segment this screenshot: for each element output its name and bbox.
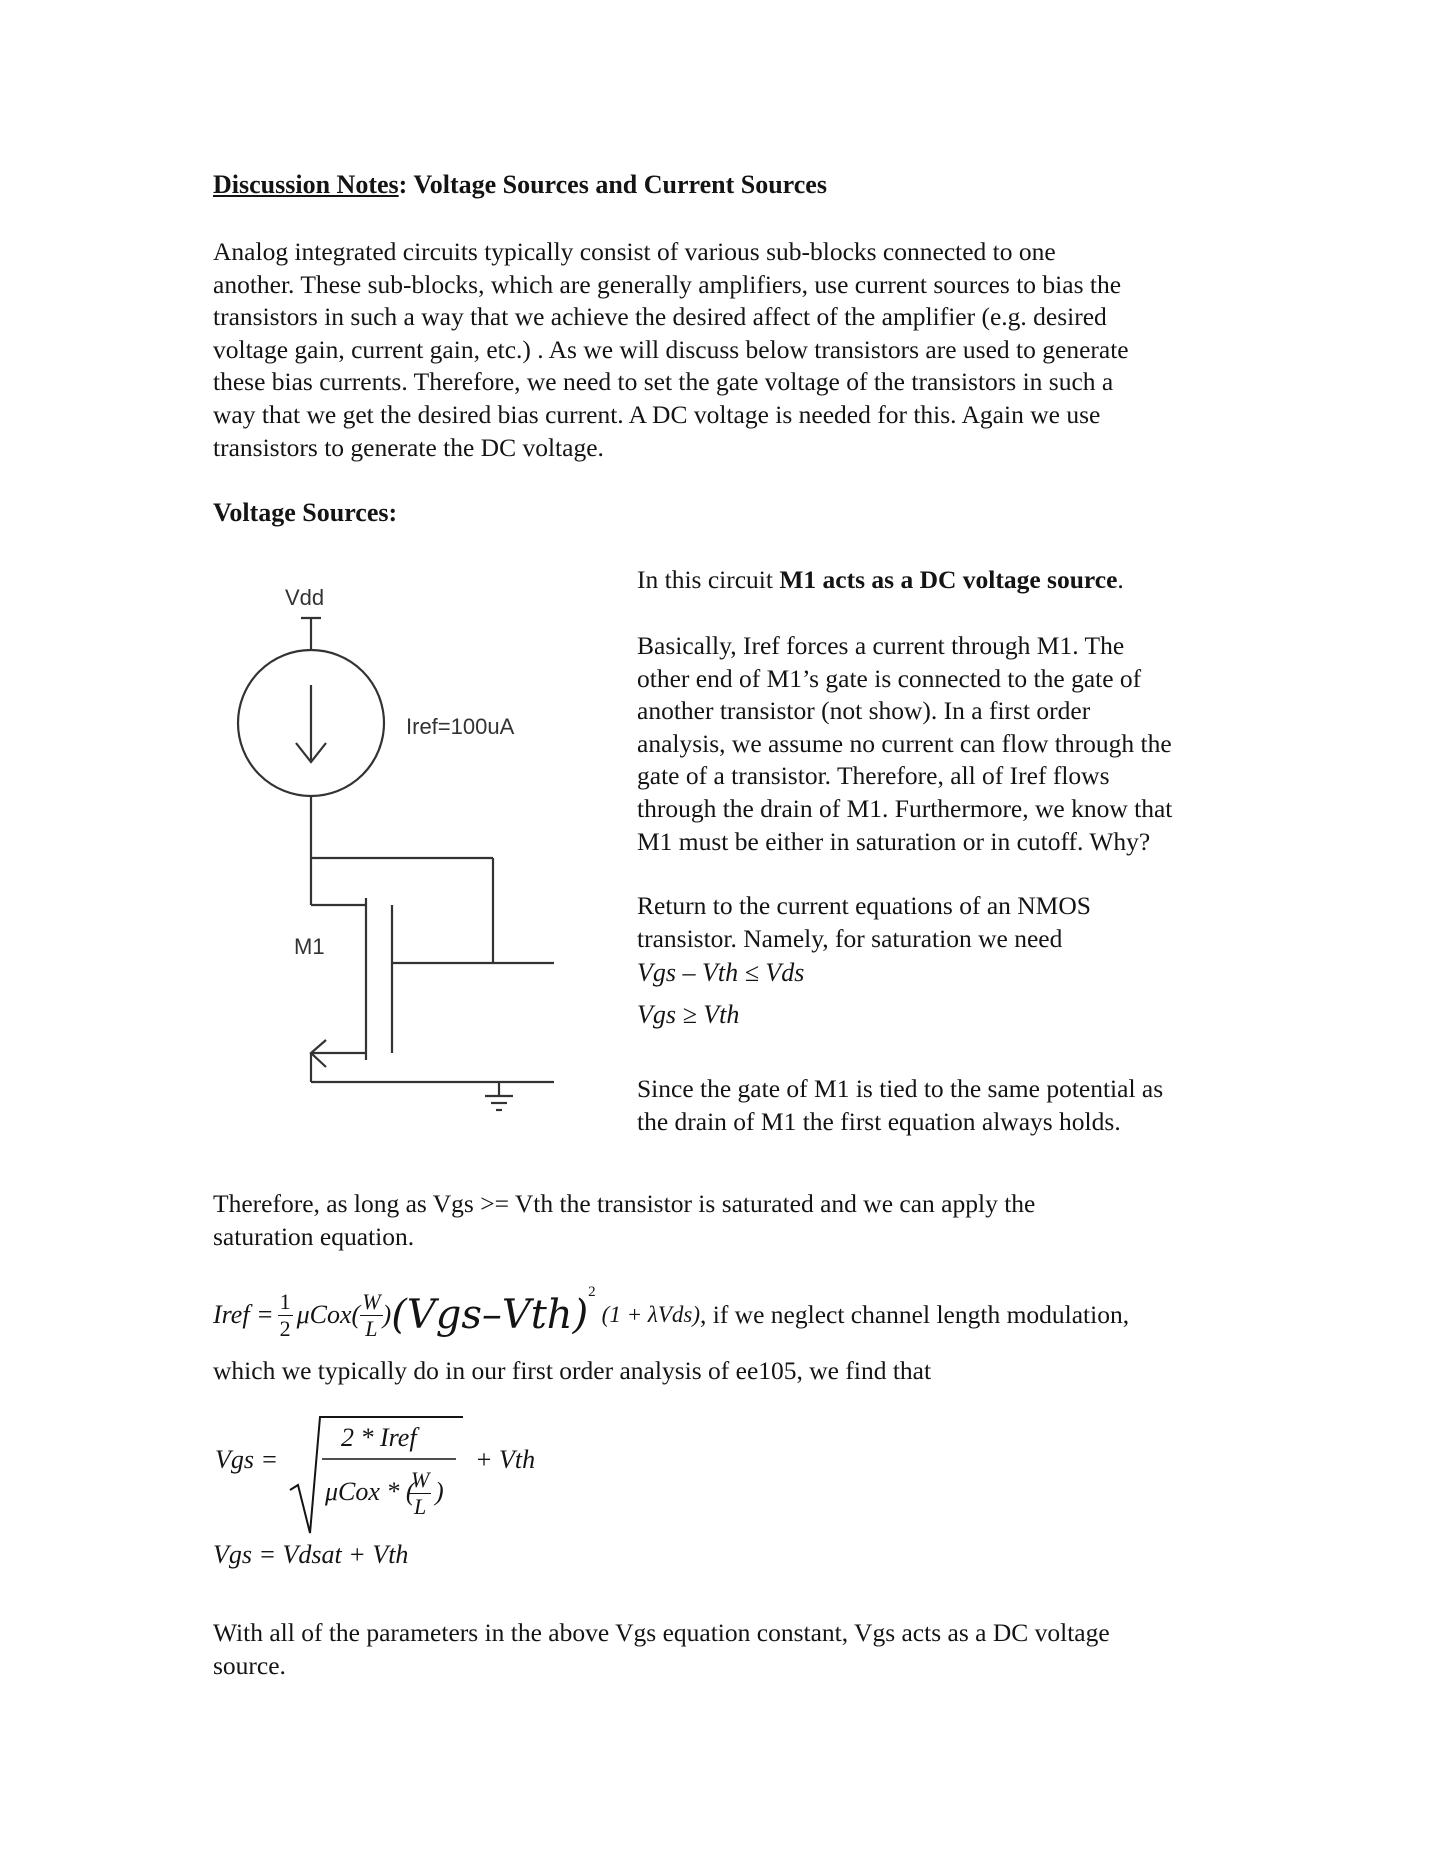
- eq1-close: ): [382, 1300, 392, 1329]
- p3-line: Return to the current equations of an NMOS: [637, 891, 1091, 920]
- intro-line: voltage gain, current gain, etc.) . As we will discuss below transistors are used to generate: [213, 334, 1129, 364]
- p2-line: gate of a transistor. Therefore, all of Iref flows: [637, 761, 1110, 791]
- page-title: [213, 170, 827, 200]
- vdsat-equation: Vgs = Vdsat + Vth: [213, 1540, 409, 1569]
- right-para-4: [637, 1073, 1262, 1138]
- m1-label: M1: [294, 934, 325, 959]
- eq2-w: W: [411, 1467, 430, 1492]
- circuit-diagram: [200, 570, 580, 1130]
- saturation-paragraph: [213, 1188, 1035, 1253]
- vdd-label: Vdd: [285, 585, 325, 610]
- p5-line: saturation equation.: [213, 1221, 415, 1251]
- p7-line: source.: [213, 1650, 286, 1680]
- p5-line: Therefore, as long as Vgs >= Vth the transistor is saturated and we can apply the: [213, 1189, 1036, 1218]
- p2-line: M1 must be either in saturation or in cutoff. Why?: [637, 826, 1151, 856]
- eq1-w: W: [362, 1288, 381, 1314]
- saturation-condition-2: Vgs ≥ Vth: [637, 1000, 740, 1029]
- p2-line: through the drain of M1. Furthermore, we know that: [637, 793, 1173, 823]
- p4-line: the drain of M1 the first equation always holds.: [637, 1106, 1121, 1136]
- iref-equation: [213, 1280, 1129, 1350]
- eq1-square: 2: [588, 1284, 596, 1300]
- eq1-mucox: μCox(: [296, 1300, 361, 1329]
- intro-line: way that we get the desired bias current. A DC voltage is needed for this. Again we use: [213, 399, 1101, 429]
- p2-line: another transistor (not show). In a first order: [637, 696, 1091, 726]
- intro-line: Analog integrated circuits typically consist of various sub-blocks connected to one: [213, 237, 1056, 266]
- p7-line: With all of the parameters in the above Vgs equation constant, Vgs acts as a DC voltage: [213, 1618, 1110, 1647]
- p2-line: Basically, Iref forces a current through M1. The: [637, 631, 1125, 660]
- eq1-wl: [360, 1289, 382, 1342]
- p2-line: other end of M1’s gate is connected to the gate of: [637, 663, 1142, 693]
- eq2-plus: + Vth: [475, 1445, 536, 1474]
- eq2-den-b: ): [435, 1477, 444, 1506]
- saturation-condition-1: Vgs – Vth ≤ Vds: [637, 958, 805, 987]
- eq1-l: L: [365, 1315, 378, 1341]
- p2-line: analysis, we assume no current can flow through the: [637, 728, 1172, 758]
- eq2-num: 2 * Iref: [341, 1423, 417, 1452]
- eq1-text-after: , if we neglect channel length modulation,: [699, 1300, 1130, 1329]
- title-rest: : Voltage Sources and Current Sources: [398, 170, 827, 199]
- p1-prefix: In this circuit: [637, 565, 780, 594]
- p1-bold: M1 acts as a DC voltage source: [779, 565, 1118, 594]
- right-para-3: [637, 890, 1262, 955]
- right-para-1: [637, 564, 1262, 597]
- title-underlined: Discussion Notes: [213, 170, 399, 199]
- p4-line: Since the gate of M1 is tied to the same potential as: [637, 1074, 1164, 1103]
- right-para-2: [637, 630, 1262, 858]
- eq2-den-a: μCox * (: [325, 1477, 415, 1506]
- vgs-equation: [213, 1415, 536, 1535]
- eq1-lhs: Iref =: [213, 1300, 274, 1329]
- intro-line: these bias currents. Therefore, we need to set the gate voltage of the transistors in such a: [213, 367, 1114, 397]
- eq1-half-den: 2: [279, 1315, 291, 1341]
- iref-label: Iref=100uA: [406, 714, 515, 739]
- eq1-half: [278, 1289, 293, 1342]
- eq1-big: (Vgs–Vth): [391, 1292, 589, 1338]
- neglect-paragraph: which we typically do in our first order analysis of ee105, we find that: [213, 1356, 932, 1385]
- intro-line: another. These sub-blocks, which are generally amplifiers, use current sources to bias the: [213, 269, 1122, 299]
- p3-line: transistor. Namely, for saturation we need: [637, 923, 1063, 953]
- intro-line: transistors to generate the DC voltage.: [213, 432, 604, 462]
- eq2-l: L: [414, 1494, 427, 1519]
- intro-line: transistors in such a way that we achieve the desired affect of the amplifier (e.g. desired: [213, 302, 1107, 332]
- final-paragraph: [213, 1617, 1110, 1682]
- eq1-tail: (1 + λVds): [601, 1302, 700, 1327]
- eq2-wl: [409, 1467, 431, 1520]
- p1-suffix: .: [1117, 565, 1124, 594]
- section-heading: Voltage Sources:: [213, 498, 398, 527]
- intro-paragraph: [213, 236, 1253, 464]
- eq2-lhs: Vgs =: [215, 1445, 279, 1474]
- eq1-half-num: 1: [279, 1288, 291, 1314]
